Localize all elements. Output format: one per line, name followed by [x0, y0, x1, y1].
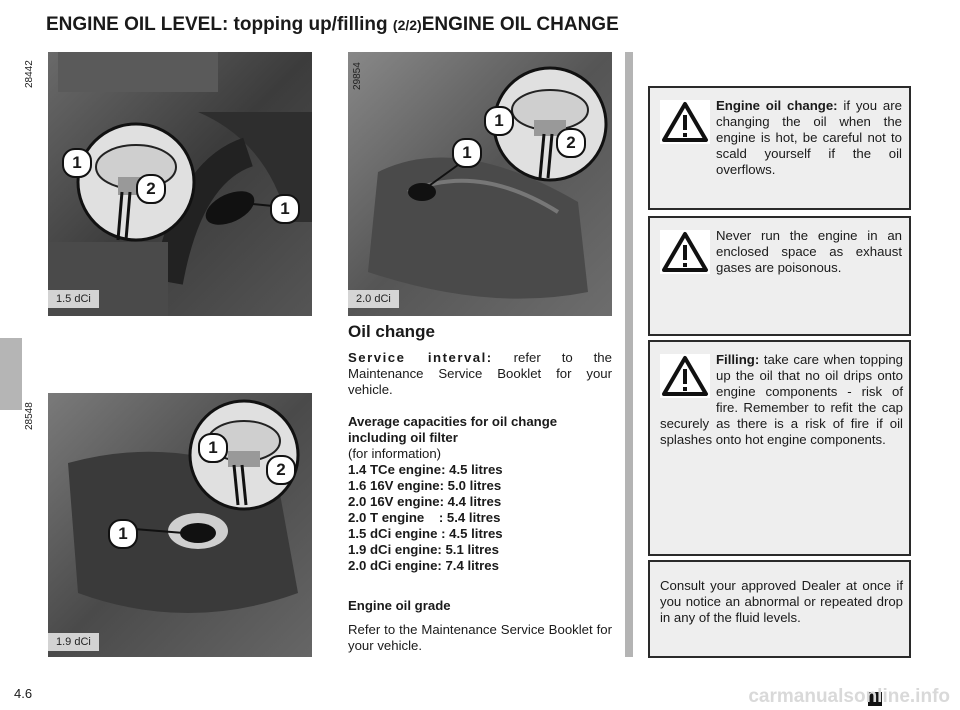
title-main: ENGINE OIL LEVEL: topping up/filling — [46, 14, 393, 35]
grade-text: Refer to the Maintenance Service Booklet for your vehicle. — [348, 622, 612, 653]
watermark: carmanualsonline.info — [748, 686, 950, 707]
engine-photo-1-5-dci — [48, 52, 312, 316]
warning-filling — [648, 340, 911, 556]
callout-1: 1 — [62, 148, 92, 178]
dealer-notice — [648, 560, 911, 658]
grade-heading: Engine oil grade — [348, 598, 451, 613]
callout-2: 2 — [136, 174, 166, 204]
warning-triangle-icon — [660, 100, 710, 144]
engine-photo-1-9-dci — [48, 393, 312, 657]
photo-caption: 1.5 dCi — [48, 290, 99, 308]
warning-exhaust — [648, 216, 911, 336]
capacity-line: 2.0 dCi engine: 7.4 litres — [348, 558, 499, 573]
callout-2: 2 — [266, 455, 296, 485]
callout-1: 1 — [452, 138, 482, 168]
capacity-line: 1.5 dCi engine : 4.5 litres — [348, 526, 503, 541]
warning-body: take care when topping up the oil that no oil drips onto engine components - risk of fire. Remember to refit the cap securely as there is a risk of fire if oil splashes onto hot engine components. — [660, 352, 903, 447]
service-text: refer to the Maintenance Service Booklet for your vehicle. — [348, 350, 612, 397]
warning-text-filling — [660, 352, 903, 448]
callout-2: 2 — [556, 128, 586, 158]
callout-1: 1 — [484, 106, 514, 136]
capacity-line: 1.4 TCe engine: 4.5 litres — [348, 462, 503, 477]
callout-1: 1 — [198, 433, 228, 463]
capacities-block — [348, 414, 612, 574]
page-title — [46, 14, 619, 36]
title-second: ENGINE OIL CHANGE — [421, 14, 619, 35]
capacity-line: 1.6 16V engine: 5.0 litres — [348, 478, 502, 493]
dealer-text: Consult your approved Dealer at once if you notice an abnormal or repeated drop in any of the fluid levels. — [660, 578, 903, 625]
service-interval — [348, 350, 612, 398]
warning-body: Never run the engine in an enclosed space as exhaust gases are poisonous. — [716, 228, 902, 275]
warning-label: Engine oil change: — [716, 98, 838, 113]
warning-text-top — [716, 98, 902, 178]
capacity-line: 2.0 T engine : 5.4 litres — [348, 510, 501, 525]
section-tab — [0, 338, 22, 410]
page-number: 4.6 — [14, 686, 33, 701]
callout-1: 1 — [108, 519, 138, 549]
capacity-line: 1.9 dCi engine: 5.1 litres — [348, 542, 499, 557]
warning-triangle-icon — [660, 230, 710, 274]
section-heading: Oil change — [348, 322, 435, 341]
photo-code: 29854 — [352, 62, 363, 90]
service-label: Service interval: — [348, 350, 493, 365]
photo-code: 28442 — [24, 60, 35, 88]
warning-body: if you are changing the oil when the engine is hot, be careful not to scald yourself if the oil overflows. — [716, 98, 902, 177]
photo-caption: 2.0 dCi — [348, 290, 399, 308]
photo-code: 28548 — [24, 402, 35, 430]
column-divider — [625, 52, 633, 657]
capacities-heading: Average capacities for oil change including oil filter — [348, 414, 558, 445]
warning-oil-change — [648, 86, 911, 210]
capacity-line: 2.0 16V engine: 4.4 litres — [348, 494, 502, 509]
callout-1: 1 — [270, 194, 300, 224]
title-part: (2/2) — [392, 17, 422, 33]
photo-caption: 1.9 dCi — [48, 633, 99, 651]
engine-photo-2-0-dci — [348, 52, 612, 316]
capacities-note: (for information) — [348, 446, 442, 461]
warning-label: Filling: — [716, 352, 760, 367]
